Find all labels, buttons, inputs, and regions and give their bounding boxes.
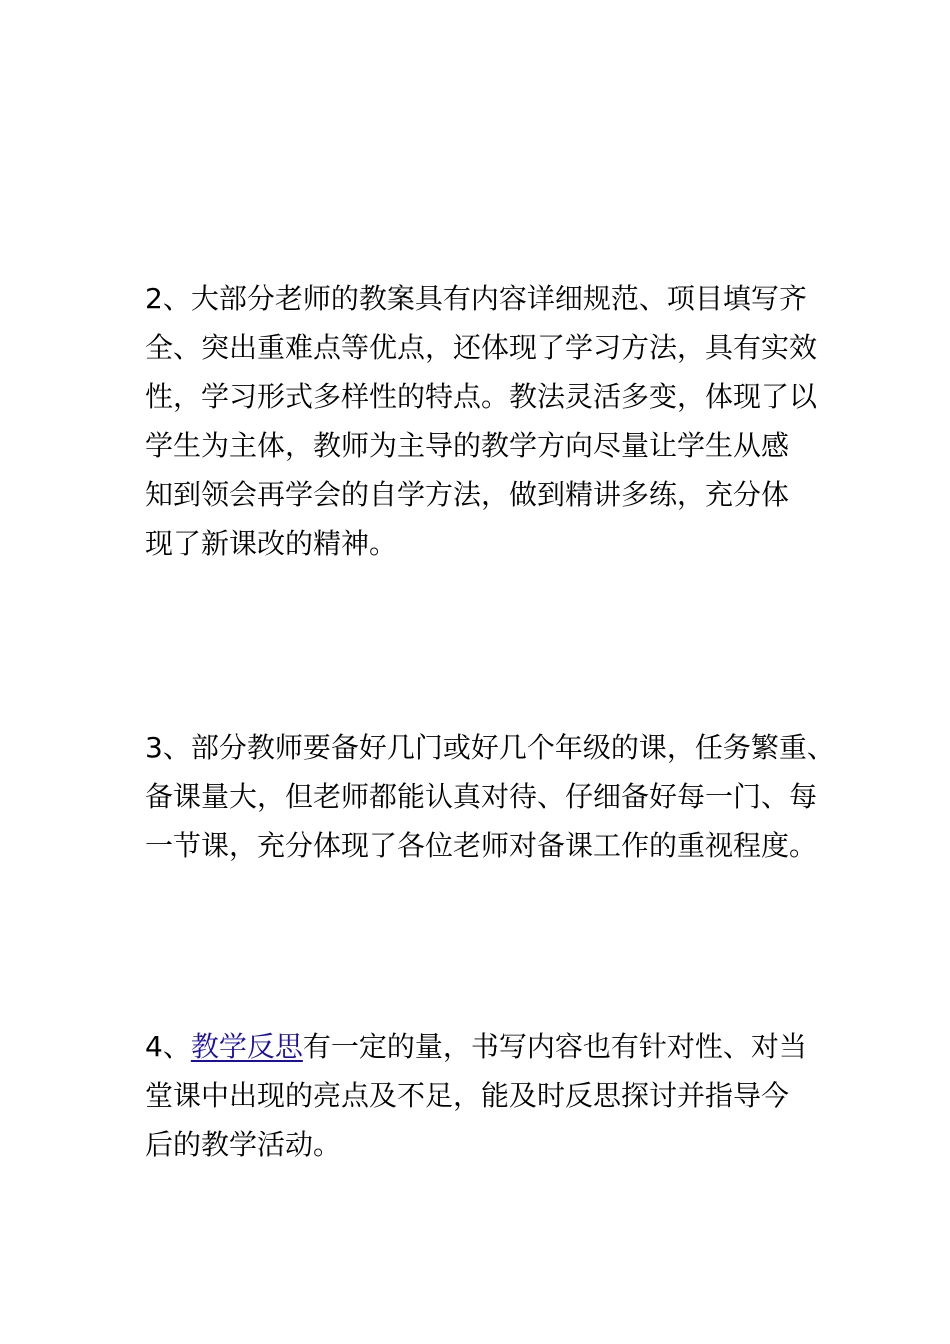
text-fragment: 有一定的量，书写内容也有针对性、对当 — [302, 1030, 807, 1063]
text-line: 后的教学活动。 — [145, 1128, 342, 1161]
item-number: 4、 — [145, 1030, 191, 1063]
text-line: 一节课，充分体现了各位老师对备课工作的重视程度。 — [145, 829, 818, 862]
paragraph-item-3 — [145, 723, 835, 870]
text-line — [145, 1022, 835, 1071]
text-line: 2、大部分老师的教案具有内容详细规范、项目填写齐 — [145, 282, 807, 315]
paragraph-item-4 — [145, 1022, 835, 1169]
text-line: 3、部分教师要备好几门或好几个年级的课，任务繁重、 — [145, 731, 835, 764]
text-line: 备课量大，但老师都能认真对待、仔细备好每一门、每 — [145, 780, 818, 813]
text-line: 知到领会再学会的自学方法，做到精讲多练，充分体 — [145, 478, 790, 511]
text-line: 学生为主体，教师为主导的教学方向尽量让学生从感 — [145, 429, 790, 462]
text-line: 现了新课改的精神。 — [145, 527, 398, 560]
text-line: 堂课中出现的亮点及不足，能及时反思探讨并指导今 — [145, 1079, 790, 1112]
text-line: 全、突出重难点等优点，还体现了学习方法，具有实效 — [145, 331, 818, 364]
paragraph-item-2 — [145, 274, 835, 568]
teaching-reflection-link[interactable]: 教学反思 — [190, 1030, 303, 1063]
text-line: 性，学习形式多样性的特点。教法灵活多变，体现了以 — [145, 380, 818, 413]
